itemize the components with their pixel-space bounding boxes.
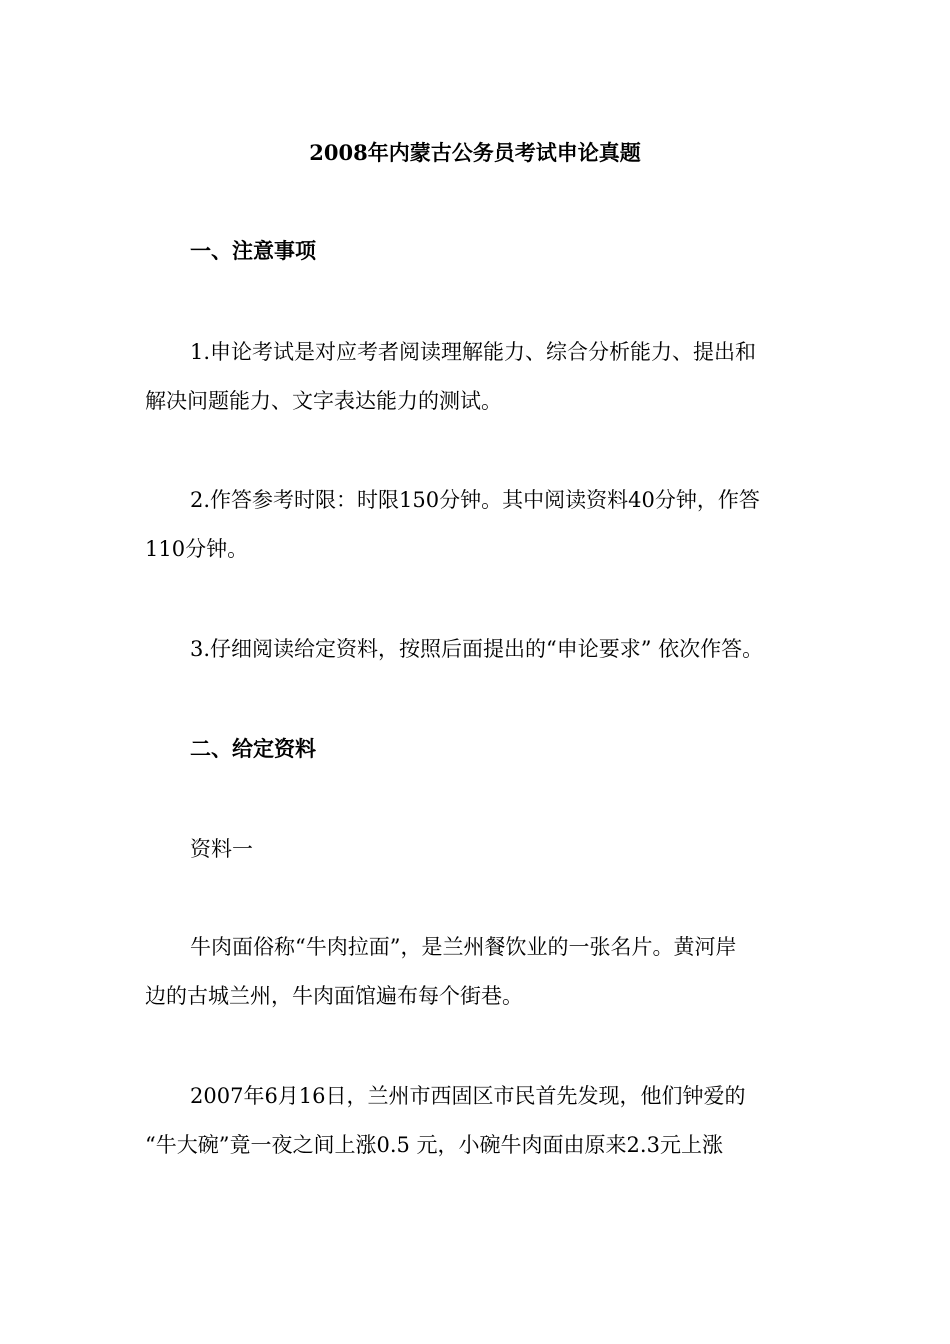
section-heading-materials: 二、给定资料 bbox=[190, 736, 316, 761]
note-item-1-line-1: 1.申论考试是对应考者阅读理解能力、综合分析能力、提出和 bbox=[190, 340, 757, 364]
note-item-1-line-2: 解决问题能力、文字表达能力的测试。 bbox=[145, 389, 502, 413]
document-title: 2008年内蒙古公务员考试申论真题 bbox=[309, 140, 641, 165]
note-item-3-line-1: 3.仔细阅读给定资料，按照后面提出的“申论要求” 依次作答。 bbox=[190, 637, 764, 661]
material-para-2-line-2: “牛大碗”竟一夜之间上涨0.5 元，小碗牛肉面由原来2.3元上涨 bbox=[145, 1133, 723, 1157]
material-para-2-line-1: 2007年6月16日，兰州市西固区市民首先发现，他们钟爱的 bbox=[190, 1084, 746, 1108]
material-para-1-line-2: 边的古城兰州，牛肉面馆遍布每个街巷。 bbox=[145, 984, 523, 1008]
section-heading-notes: 一、注意事项 bbox=[190, 238, 316, 263]
note-item-2-line-1: 2.作答参考时限：时限150分钟。其中阅读资料40分钟，作答 bbox=[190, 488, 760, 512]
material-para-1-line-1: 牛肉面俗称“牛肉拉面”，是兰州餐饮业的一张名片。黄河岸 bbox=[190, 935, 737, 959]
note-item-2-line-2: 110分钟。 bbox=[145, 537, 249, 561]
material-label: 资料一 bbox=[190, 837, 253, 861]
